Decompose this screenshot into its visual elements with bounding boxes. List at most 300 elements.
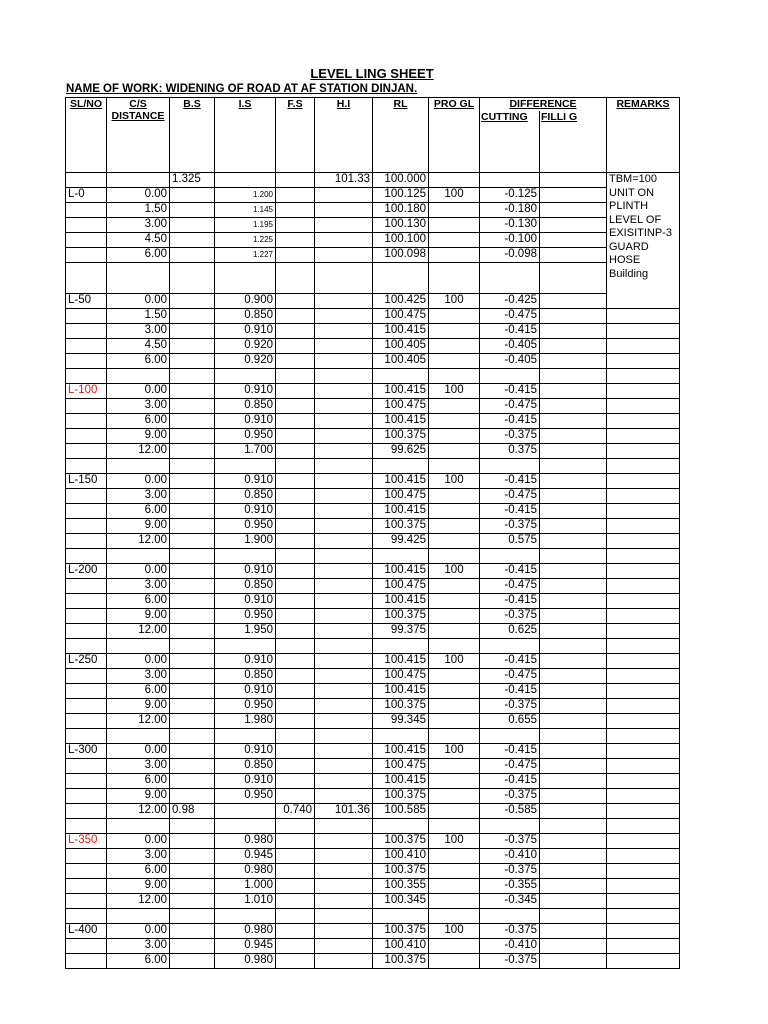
cell-pro-gl xyxy=(429,354,480,369)
cell-is: 0.850 xyxy=(215,309,276,324)
cell-filling xyxy=(540,354,607,369)
table-row xyxy=(66,864,680,879)
cell-empty xyxy=(540,639,607,654)
cell-is: 0.980 xyxy=(215,864,276,879)
table-row xyxy=(66,924,680,939)
cell-cutting: -0.425 xyxy=(480,294,540,309)
cell-bs xyxy=(170,564,215,579)
cell-empty xyxy=(66,263,107,294)
cell-hi xyxy=(315,294,373,309)
cell-rl: 100.415 xyxy=(373,414,429,429)
cell-bs xyxy=(170,534,215,549)
cell-empty xyxy=(429,819,480,834)
cell-is: 0.910 xyxy=(215,564,276,579)
cell-empty xyxy=(480,909,540,924)
cell-hi xyxy=(315,324,373,339)
cell-label xyxy=(66,534,107,549)
cell-rl: 100.375 xyxy=(373,864,429,879)
cell-is: 0.945 xyxy=(215,939,276,954)
cell-remarks xyxy=(607,654,680,669)
header-hi: H.I xyxy=(315,98,373,173)
cell-empty xyxy=(170,639,215,654)
cell-rl: 100.415 xyxy=(373,684,429,699)
cell-empty xyxy=(429,263,480,294)
cell-distance: 12.00 xyxy=(107,534,170,549)
cell-remarks xyxy=(607,339,680,354)
cell-cutting: -0.475 xyxy=(480,579,540,594)
cell-remarks xyxy=(607,849,680,864)
cell-fs xyxy=(276,203,315,218)
cell-distance: 9.00 xyxy=(107,879,170,894)
cell-bs xyxy=(170,594,215,609)
cell-empty xyxy=(215,459,276,474)
cell-remarks xyxy=(607,939,680,954)
cell-is: 0.910 xyxy=(215,774,276,789)
cell-is: 1.200 xyxy=(215,188,276,203)
cell-bs xyxy=(170,444,215,459)
cell-fs xyxy=(276,744,315,759)
cell-hi xyxy=(315,924,373,939)
cell-filling xyxy=(540,954,607,969)
cell-rl: 99.425 xyxy=(373,534,429,549)
cell-fs xyxy=(276,684,315,699)
cell-label xyxy=(66,444,107,459)
cell-bs xyxy=(170,744,215,759)
cell-is: 1.980 xyxy=(215,714,276,729)
cell-label xyxy=(66,309,107,324)
table-row xyxy=(66,894,680,909)
cell-remarks xyxy=(607,579,680,594)
cell-empty xyxy=(170,459,215,474)
table-row xyxy=(66,429,680,444)
cell-is: 0.910 xyxy=(215,684,276,699)
cell-hi xyxy=(315,444,373,459)
cell-label xyxy=(66,624,107,639)
spacer-row xyxy=(66,729,680,744)
cell-is: 0.910 xyxy=(215,384,276,399)
cell-hi xyxy=(315,624,373,639)
cell-label xyxy=(66,399,107,414)
cell-remarks xyxy=(607,804,680,819)
cell-fs xyxy=(276,654,315,669)
cell-label xyxy=(66,894,107,909)
cell-empty xyxy=(66,369,107,384)
cell-rl: 99.375 xyxy=(373,624,429,639)
cell-pro-gl xyxy=(429,534,480,549)
cell-remarks xyxy=(607,714,680,729)
cell-empty xyxy=(429,909,480,924)
cell-label xyxy=(66,594,107,609)
cell-empty xyxy=(170,909,215,924)
cell-empty xyxy=(373,639,429,654)
cell-pro-gl xyxy=(429,414,480,429)
cell-fs xyxy=(276,699,315,714)
cell-distance: 3.00 xyxy=(107,399,170,414)
cell-empty xyxy=(107,549,170,564)
cell-label xyxy=(66,579,107,594)
cell-label xyxy=(66,429,107,444)
cell-pro-gl: 100 xyxy=(429,474,480,489)
cell-distance: 6.00 xyxy=(107,774,170,789)
cell-fs xyxy=(276,954,315,969)
cell-cutting: 0.575 xyxy=(480,534,540,549)
cell-cutting xyxy=(480,173,540,188)
cell-filling xyxy=(540,594,607,609)
cell-hi xyxy=(315,654,373,669)
cell-empty xyxy=(170,263,215,294)
cell-hi xyxy=(315,354,373,369)
cell-cutting: -0.375 xyxy=(480,834,540,849)
cell-empty xyxy=(315,729,373,744)
cell-is: 0.920 xyxy=(215,354,276,369)
cell-hi xyxy=(315,594,373,609)
table-row xyxy=(66,534,680,549)
table-row xyxy=(66,789,680,804)
table-row xyxy=(66,564,680,579)
cell-is: 1.700 xyxy=(215,444,276,459)
cell-cutting: 0.655 xyxy=(480,714,540,729)
table-row xyxy=(66,774,680,789)
cell-distance: 12.00 xyxy=(107,714,170,729)
cell-label xyxy=(66,789,107,804)
cell-filling xyxy=(540,248,607,263)
cell-rl: 100.375 xyxy=(373,429,429,444)
cell-hi xyxy=(315,384,373,399)
cell-pro-gl xyxy=(429,954,480,969)
table-row xyxy=(66,294,680,309)
cell-label xyxy=(66,684,107,699)
cell-is: 0.950 xyxy=(215,609,276,624)
cell-distance: 0.00 xyxy=(107,654,170,669)
cell-bs xyxy=(170,474,215,489)
cell-bs xyxy=(170,924,215,939)
cell-remarks xyxy=(607,924,680,939)
cell-hi xyxy=(315,504,373,519)
spacer-row xyxy=(66,549,680,564)
cell-cutting: -0.375 xyxy=(480,864,540,879)
cell-label xyxy=(66,354,107,369)
cell-distance: 9.00 xyxy=(107,699,170,714)
cell-pro-gl xyxy=(429,489,480,504)
cell-remarks xyxy=(607,789,680,804)
cell-empty xyxy=(66,459,107,474)
cell-pro-gl xyxy=(429,714,480,729)
cell-empty xyxy=(276,819,315,834)
cell-hi xyxy=(315,714,373,729)
cell-rl: 100.415 xyxy=(373,774,429,789)
section-label: L-100 xyxy=(66,384,107,399)
cell-empty xyxy=(480,549,540,564)
cell-filling xyxy=(540,684,607,699)
cell-remarks xyxy=(607,474,680,489)
table-row xyxy=(66,954,680,969)
cell-empty xyxy=(170,729,215,744)
cell-rl: 100.475 xyxy=(373,759,429,774)
cell-hi xyxy=(315,939,373,954)
cell-hi xyxy=(315,309,373,324)
cell-distance: 3.00 xyxy=(107,218,170,233)
cell-empty xyxy=(170,369,215,384)
cell-is: 0.910 xyxy=(215,504,276,519)
table-row xyxy=(66,684,680,699)
cell-bs xyxy=(170,309,215,324)
cell-label xyxy=(66,248,107,263)
spacer-row xyxy=(66,369,680,384)
cell-fs xyxy=(276,939,315,954)
spacer-row xyxy=(66,909,680,924)
cell-fs: 0.740 xyxy=(276,804,315,819)
cell-rl: 100.345 xyxy=(373,894,429,909)
cell-filling xyxy=(540,173,607,188)
cell-bs xyxy=(170,654,215,669)
table-row xyxy=(66,699,680,714)
cell-distance: 4.50 xyxy=(107,233,170,248)
cell-empty xyxy=(315,459,373,474)
cell-empty xyxy=(480,459,540,474)
cell-bs xyxy=(170,399,215,414)
cell-filling xyxy=(540,399,607,414)
cell-pro-gl xyxy=(429,173,480,188)
cell-fs xyxy=(276,774,315,789)
cell-fs xyxy=(276,429,315,444)
cell-distance: 9.00 xyxy=(107,519,170,534)
cell-bs xyxy=(170,504,215,519)
cell-cutting: -0.475 xyxy=(480,399,540,414)
cell-empty xyxy=(480,729,540,744)
cell-hi xyxy=(315,489,373,504)
cell-hi xyxy=(315,248,373,263)
cell-distance: 0.00 xyxy=(107,294,170,309)
cell-rl: 100.355 xyxy=(373,879,429,894)
cell-cutting: -0.405 xyxy=(480,354,540,369)
cell-hi xyxy=(315,519,373,534)
section-label: L-300 xyxy=(66,744,107,759)
cell-is xyxy=(215,804,276,819)
cell-filling xyxy=(540,894,607,909)
cell-pro-gl: 100 xyxy=(429,744,480,759)
cell-rl: 100.475 xyxy=(373,309,429,324)
cell-bs xyxy=(170,894,215,909)
table-body xyxy=(66,173,680,969)
cell-remarks xyxy=(607,534,680,549)
header-cs-distance: C/S DISTANCE xyxy=(107,98,170,173)
cell-rl: 100.000 xyxy=(373,173,429,188)
cell-rl: 100.475 xyxy=(373,669,429,684)
cell-pro-gl xyxy=(429,759,480,774)
cell-cutting: -0.180 xyxy=(480,203,540,218)
cell-remarks xyxy=(607,399,680,414)
cell-remarks xyxy=(607,309,680,324)
cell-fs xyxy=(276,504,315,519)
cell-empty xyxy=(540,369,607,384)
cell-pro-gl xyxy=(429,504,480,519)
cell-empty xyxy=(540,729,607,744)
cell-empty xyxy=(373,369,429,384)
cell-rl: 100.405 xyxy=(373,354,429,369)
cell-hi: 101.33 xyxy=(315,173,373,188)
cell-filling xyxy=(540,624,607,639)
cell-pro-gl xyxy=(429,444,480,459)
table-row xyxy=(66,759,680,774)
cell-bs xyxy=(170,294,215,309)
cell-pro-gl: 100 xyxy=(429,834,480,849)
cell-pro-gl xyxy=(429,248,480,263)
cell-hi xyxy=(315,699,373,714)
cell-pro-gl: 100 xyxy=(429,384,480,399)
table-row xyxy=(66,354,680,369)
table-row xyxy=(66,339,680,354)
cell-is: 0.850 xyxy=(215,669,276,684)
cell-remarks xyxy=(607,819,680,834)
cell-label xyxy=(66,519,107,534)
cell-empty xyxy=(315,639,373,654)
cell-remarks xyxy=(607,699,680,714)
cell-remarks xyxy=(607,834,680,849)
spacer-row xyxy=(66,639,680,654)
cell-remarks xyxy=(607,324,680,339)
cell-fs xyxy=(276,233,315,248)
cell-fs xyxy=(276,849,315,864)
table-row xyxy=(66,654,680,669)
cell-empty xyxy=(315,263,373,294)
cell-empty xyxy=(276,369,315,384)
cell-fs xyxy=(276,894,315,909)
cell-empty xyxy=(480,819,540,834)
table-row xyxy=(66,203,680,218)
cell-bs xyxy=(170,519,215,534)
cell-label xyxy=(66,774,107,789)
cell-cutting: -0.410 xyxy=(480,849,540,864)
cell-fs xyxy=(276,339,315,354)
cell-label xyxy=(66,759,107,774)
table-row xyxy=(66,233,680,248)
cell-cutting: -0.375 xyxy=(480,429,540,444)
table-row xyxy=(66,188,680,203)
section-label: L-200 xyxy=(66,564,107,579)
cell-cutting: -0.415 xyxy=(480,594,540,609)
table-row xyxy=(66,804,680,819)
cell-cutting: -0.415 xyxy=(480,684,540,699)
cell-is: 1.195 xyxy=(215,218,276,233)
cell-bs xyxy=(170,939,215,954)
cell-distance: 9.00 xyxy=(107,789,170,804)
cell-distance: 0.00 xyxy=(107,188,170,203)
cell-hi xyxy=(315,774,373,789)
spacer-row xyxy=(66,263,680,294)
cell-fs xyxy=(276,594,315,609)
cell-cutting: -0.345 xyxy=(480,894,540,909)
cell-cutting: -0.355 xyxy=(480,879,540,894)
cell-rl: 100.375 xyxy=(373,609,429,624)
cell-remarks xyxy=(607,639,680,654)
cell-rl: 100.375 xyxy=(373,924,429,939)
cell-is: 0.950 xyxy=(215,789,276,804)
cell-bs xyxy=(170,714,215,729)
cell-fs xyxy=(276,579,315,594)
cell-cutting: -0.375 xyxy=(480,954,540,969)
cell-is: 0.950 xyxy=(215,429,276,444)
cell-bs xyxy=(170,864,215,879)
cell-cutting: -0.475 xyxy=(480,669,540,684)
cell-is: 1.225 xyxy=(215,233,276,248)
cell-empty xyxy=(429,369,480,384)
cell-distance: 0.00 xyxy=(107,474,170,489)
cell-bs xyxy=(170,789,215,804)
cell-empty xyxy=(107,639,170,654)
cell-empty xyxy=(315,369,373,384)
cell-is: 0.910 xyxy=(215,324,276,339)
cell-label xyxy=(66,173,107,188)
cell-distance: 0.00 xyxy=(107,564,170,579)
table-row xyxy=(66,834,680,849)
cell-is: 0.900 xyxy=(215,294,276,309)
cell-filling xyxy=(540,218,607,233)
cell-empty xyxy=(170,819,215,834)
cell-label xyxy=(66,218,107,233)
cell-pro-gl xyxy=(429,699,480,714)
cell-bs xyxy=(170,609,215,624)
table-row xyxy=(66,594,680,609)
cell-filling xyxy=(540,849,607,864)
cell-fs xyxy=(276,669,315,684)
header-slno: SL/NO xyxy=(66,98,107,173)
cell-empty xyxy=(215,549,276,564)
cell-hi xyxy=(315,233,373,248)
cell-label xyxy=(66,804,107,819)
cell-hi xyxy=(315,399,373,414)
cell-filling xyxy=(540,489,607,504)
cell-empty xyxy=(480,639,540,654)
cell-remarks xyxy=(607,879,680,894)
cell-hi xyxy=(315,203,373,218)
cell-remarks xyxy=(607,489,680,504)
cell-empty xyxy=(107,819,170,834)
cell-is: 1.950 xyxy=(215,624,276,639)
cell-cutting: -0.375 xyxy=(480,699,540,714)
cell-cutting: -0.475 xyxy=(480,759,540,774)
cell-empty xyxy=(107,909,170,924)
cell-bs xyxy=(170,489,215,504)
cell-cutting: -0.100 xyxy=(480,233,540,248)
cell-distance: 6.00 xyxy=(107,504,170,519)
cell-rl: 100.475 xyxy=(373,579,429,594)
cell-fs xyxy=(276,354,315,369)
cell-empty xyxy=(215,729,276,744)
cell-fs xyxy=(276,248,315,263)
cell-fs xyxy=(276,924,315,939)
cell-empty xyxy=(373,549,429,564)
cell-rl: 100.375 xyxy=(373,789,429,804)
cell-filling xyxy=(540,339,607,354)
cell-distance: 12.00 xyxy=(107,624,170,639)
cell-cutting: -0.375 xyxy=(480,789,540,804)
cell-pro-gl xyxy=(429,624,480,639)
cell-filling xyxy=(540,444,607,459)
sheet-title: LEVEL LING SHEET xyxy=(310,66,434,81)
cell-is: 0.950 xyxy=(215,519,276,534)
table-row xyxy=(66,474,680,489)
cell-pro-gl xyxy=(429,774,480,789)
cell-remarks xyxy=(607,864,680,879)
cell-pro-gl xyxy=(429,789,480,804)
header-cutting: CUTTING xyxy=(480,111,540,172)
cell-fs xyxy=(276,519,315,534)
cell-distance: 3.00 xyxy=(107,939,170,954)
cell-pro-gl xyxy=(429,804,480,819)
cell-remarks xyxy=(607,369,680,384)
cell-is: 1.000 xyxy=(215,879,276,894)
cell-filling xyxy=(540,759,607,774)
